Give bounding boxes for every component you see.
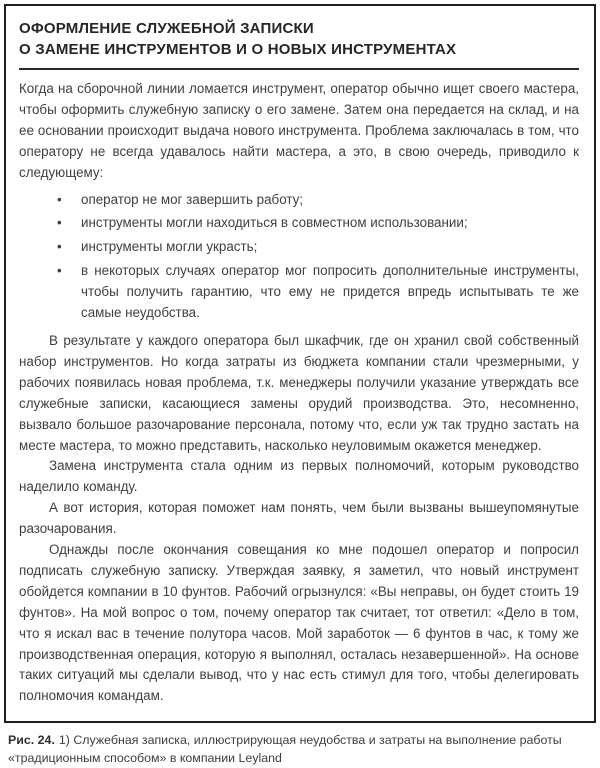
paragraph: Замена инструмента стала одним из первых полномочий, которым руководство наделило команду. (19, 458, 579, 495)
paragraph: Однажды после окончания совещания ко мне подошел оператор и попросил подписать служебную записку. Утверждая заявку, я заметил, что новый инструмент обойдется компании в 10 фунтов. Рабочий огрызнулся: «Вы неправы, он будет стоить 19 фунтов». На мой вопрос о том, почему оператор так считает, тот ответил: «Дело в том, что я искал вас в течение полутора часов. Мой заработок — 6 фунтов в час, к тому же производственная операция, которую я выполнял, осталась незавершенной». На основе таких ситуаций мы сделали вывод, что у нас есть стимул для того, чтобы делегировать полномочия командам. (19, 542, 579, 704)
section-title-line2: О ЗАМЕНЕ ИНСТРУМЕНТОВ И О НОВЫХ ИНСТРУМЕНТАХ (19, 41, 457, 58)
section-title-line1: ОФОРМЛЕНИЕ СЛУЖЕБНОЙ ЗАПИСКИ (19, 20, 314, 37)
figure-caption-label: Рис. 24. (8, 733, 55, 748)
bullet-item: • инструменты могли украсть; (81, 237, 579, 258)
figure-caption (8, 732, 590, 767)
title-divider (19, 68, 579, 70)
body-text (19, 79, 579, 707)
bullet-list (19, 190, 579, 324)
section-title (19, 18, 579, 60)
bullet-item: • инструменты могли находиться в совместном использовании; (81, 213, 579, 234)
bullet-item: • в некоторых случаях оператор мог попросить дополнительные инструменты, чтобы получить гарантию, что ему не придется впредь испытывать те же самые неудобства. (81, 261, 579, 324)
paragraph: А вот история, которая поможет нам понять, чем были вызваны вышеупомянутые разочарования. (19, 500, 579, 537)
memo-section (4, 4, 596, 723)
paragraph: В результате у каждого оператора был шкафчик, где он хранил свой собственный набор инструментов. Но когда затраты из бюджета компании стали чрезмерными, у рабочих появилась новая проблема, т.к. менеджеры получили указание утверждать все служебные записки, касающиеся замены орудий производства. Это, несомненно, вызвало большое разочарование персонала, потому что, если уж так трудно застать на месте мастера, то можно представить, насколько неуловимым окажется менеджер. (19, 332, 579, 453)
bullet-item: • оператор не мог завершить работу; (81, 190, 579, 211)
figure-caption-text: 1) Служебная записка, иллюстрирующая неудобства и затраты на выполнение работы «традиционным способом» в компании Leyland (8, 733, 562, 765)
intro-paragraph: Когда на сборочной линии ломается инструмент, оператор обычно ищет своего мастера, чтобы оформить служебную записку о его замене. Затем она передается на склад, и на ее основании происходит выдача нового инструмента. Проблема заключалась в том, что оператору не всегда удавалось найти мастера, а это, в свою очередь, приводило к следующему: (19, 81, 579, 180)
